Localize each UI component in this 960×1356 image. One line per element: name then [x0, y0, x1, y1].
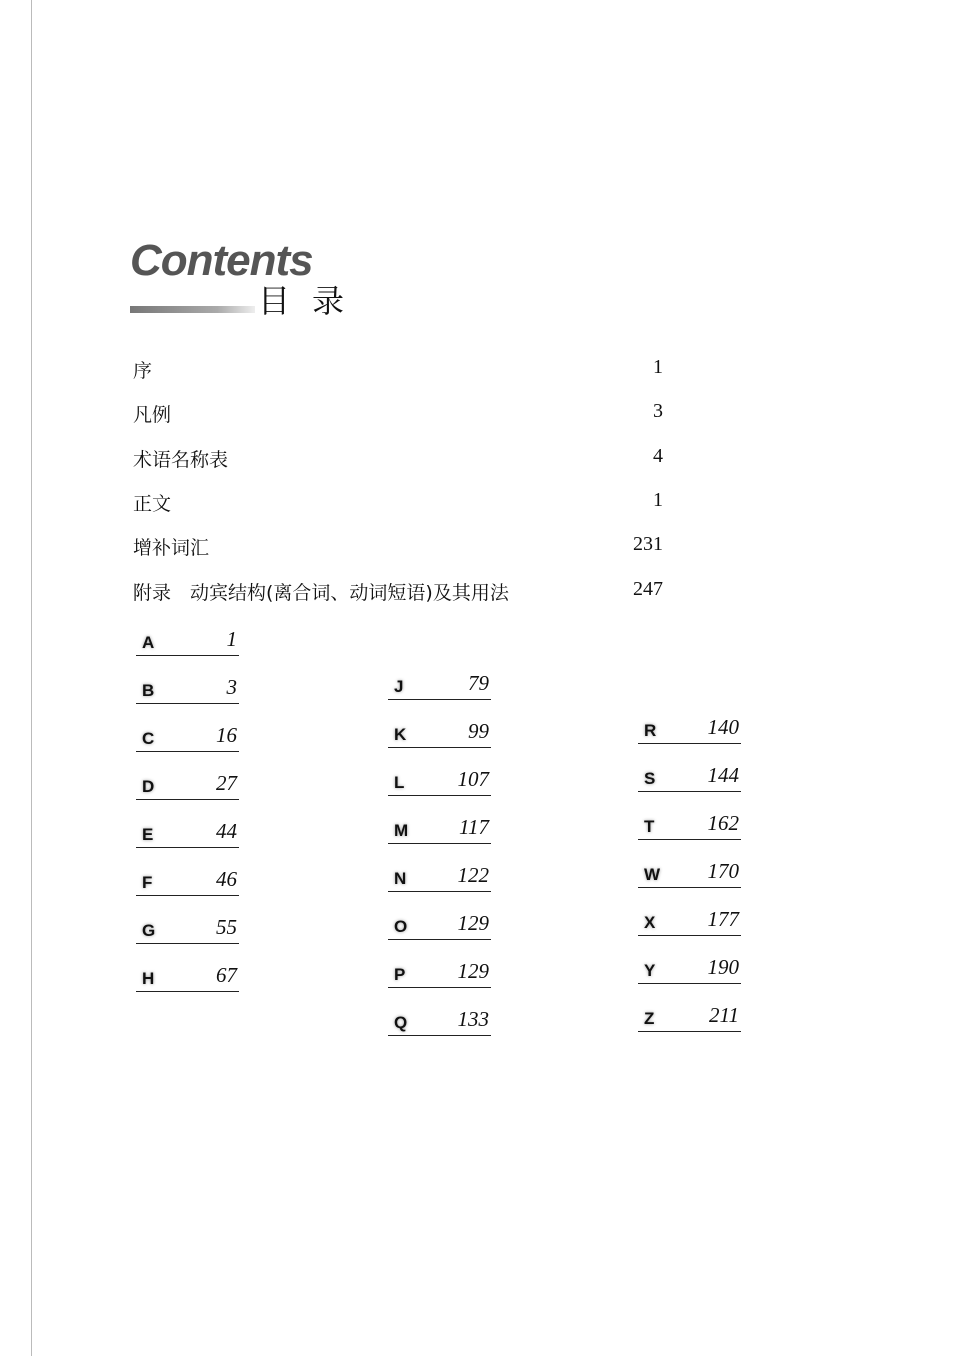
toc-label: 增补词汇	[133, 537, 210, 559]
toc-entry[interactable]	[133, 578, 663, 604]
letter-index-entry[interactable]	[638, 859, 741, 888]
letter-index-entry[interactable]	[388, 815, 491, 844]
title-decorative-bar	[130, 306, 255, 313]
title-chinese: 目录	[258, 282, 367, 320]
index-letter: K	[394, 725, 407, 744]
letter-index-entry[interactable]	[136, 771, 239, 800]
index-letter: X	[644, 913, 656, 932]
index-letter: Q	[394, 1013, 408, 1032]
index-page-number: 79	[468, 671, 489, 695]
index-page-number: 117	[459, 815, 489, 839]
title-english: Contents	[130, 236, 313, 285]
index-page-number: 107	[457, 767, 489, 791]
letter-index-entry[interactable]	[388, 719, 491, 748]
index-letter: L	[394, 773, 405, 792]
index-page-number: 133	[457, 1007, 489, 1031]
index-page-number: 177	[707, 907, 739, 931]
index-page-number: 129	[457, 959, 489, 983]
index-letter: P	[394, 965, 406, 984]
toc-page-number: 1	[653, 356, 663, 378]
index-letter: E	[142, 825, 154, 844]
letter-index-entry[interactable]	[388, 1007, 491, 1036]
toc-label: 正文	[133, 493, 172, 515]
index-page-number: 55	[216, 915, 237, 939]
letter-index-entry[interactable]	[388, 911, 491, 940]
index-page-number: 129	[457, 911, 489, 935]
index-page-number: 144	[707, 763, 739, 787]
letter-index-entry[interactable]	[638, 715, 741, 744]
letter-index-entry[interactable]	[638, 955, 741, 984]
letter-index-entry[interactable]	[388, 863, 491, 892]
toc-label: 术语名称表	[133, 449, 229, 471]
toc-page-number: 231	[633, 533, 663, 555]
toc-label: 附录 动宾结构(离合词、动词短语)及其用法	[133, 582, 509, 604]
letter-index-entry[interactable]	[136, 915, 239, 944]
index-letter: J	[394, 677, 404, 696]
letter-index-entry[interactable]	[388, 767, 491, 796]
toc-page-number: 4	[653, 445, 663, 467]
index-letter: N	[394, 869, 407, 888]
index-page-number: 44	[216, 819, 237, 843]
toc-entry[interactable]	[133, 445, 663, 471]
toc-entry[interactable]	[133, 533, 663, 559]
binding-margin-line	[31, 0, 32, 1356]
toc-page-number: 1	[653, 489, 663, 511]
toc-page-number: 247	[633, 578, 663, 600]
index-letter: O	[394, 917, 408, 936]
index-letter: R	[644, 721, 657, 740]
toc-label: 序	[133, 360, 153, 382]
letter-index-entry[interactable]	[638, 907, 741, 936]
letter-index-entry[interactable]	[136, 627, 239, 656]
letter-index-entry[interactable]	[638, 1003, 741, 1032]
index-letter: D	[142, 777, 155, 796]
index-page-number: 16	[216, 723, 237, 747]
index-letter: M	[394, 821, 409, 840]
toc-label: 凡例	[133, 404, 172, 426]
letter-index-entry[interactable]	[136, 867, 239, 896]
letter-index-entry[interactable]	[388, 671, 491, 700]
letter-index-entry[interactable]	[136, 963, 239, 992]
index-page-number: 122	[457, 863, 489, 887]
toc-entry[interactable]	[133, 356, 663, 382]
index-letter: Y	[644, 961, 656, 980]
letter-index-entry[interactable]	[638, 811, 741, 840]
index-page-number: 3	[226, 675, 237, 699]
index-page-number: 1	[226, 627, 237, 651]
letter-index-entry[interactable]	[136, 723, 239, 752]
index-page-number: 140	[707, 715, 739, 739]
index-letter: F	[142, 873, 153, 892]
index-page-number: 27	[216, 771, 237, 795]
index-page-number: 170	[707, 859, 739, 883]
toc-page-number: 3	[653, 400, 663, 422]
index-page-number: 67	[216, 963, 237, 987]
index-page-number: 46	[216, 867, 237, 891]
index-letter: H	[142, 969, 155, 988]
index-letter: T	[644, 817, 655, 836]
index-page-number: 99	[468, 719, 489, 743]
index-letter: Z	[644, 1009, 655, 1028]
index-letter: B	[142, 681, 155, 700]
index-letter: G	[142, 921, 156, 940]
index-letter: W	[644, 865, 661, 884]
index-letter: C	[142, 729, 155, 748]
toc-entry[interactable]	[133, 489, 663, 515]
toc-entry[interactable]	[133, 400, 663, 426]
letter-index-entry[interactable]	[136, 675, 239, 704]
letter-index-entry[interactable]	[136, 819, 239, 848]
index-letter: S	[644, 769, 656, 788]
index-page-number: 162	[707, 811, 739, 835]
index-page-number: 211	[709, 1003, 739, 1027]
index-page-number: 190	[707, 955, 739, 979]
letter-index-entry[interactable]	[638, 763, 741, 792]
index-letter: A	[142, 633, 155, 652]
letter-index-entry[interactable]	[388, 959, 491, 988]
